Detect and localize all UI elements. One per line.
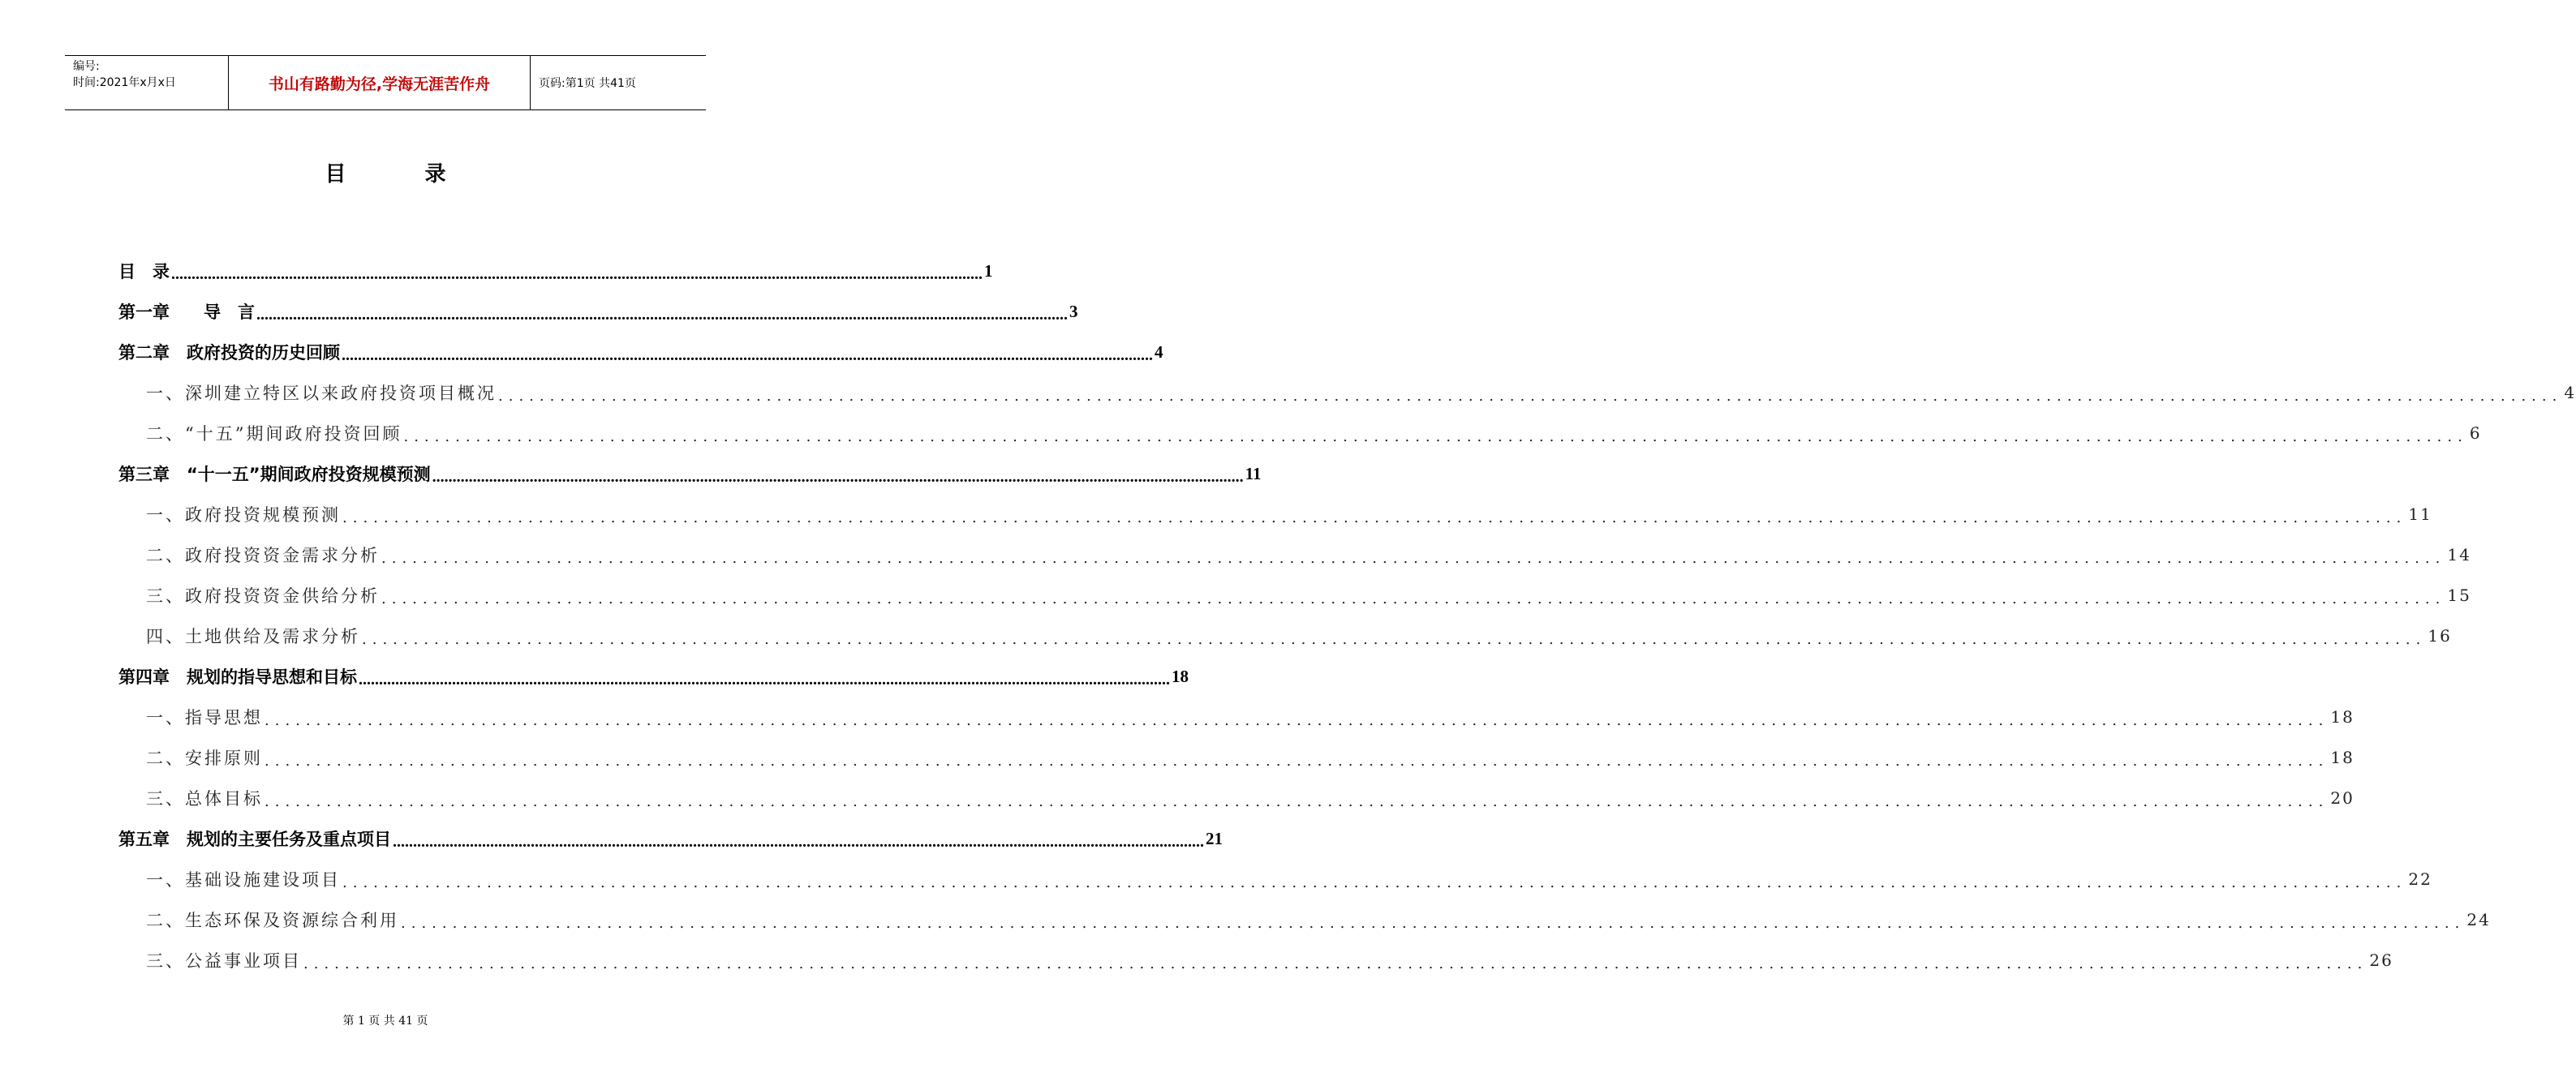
toc-entry-text: 二、生态环保及资源综合利用: [146, 911, 399, 930]
toc-entry-text: 第四章 规划的指导思想和目标: [118, 667, 357, 687]
toc-entry-page: 24: [2466, 910, 2491, 929]
toc-entry-page: 18: [1172, 666, 1189, 686]
toc-entry-text: 二、安排原则: [146, 749, 263, 768]
toc-leader-dots: ........................................................................................................................................................................................................: [432, 467, 1244, 486]
toc-entry-page: 1: [984, 260, 993, 281]
toc-entry-page: 14: [2447, 545, 2471, 564]
toc-entry-text: 第二章 政府投资的历史回顾: [118, 343, 340, 363]
toc-leader-dots: ........................................................................................................................................................................................................: [381, 549, 2446, 567]
toc-leader-dots: ........................................................................................................................................................................................................: [264, 711, 2329, 729]
toc-entry-section[interactable]: [118, 372, 2576, 413]
document-title: 目 录: [325, 162, 482, 187]
toc-entry-section[interactable]: [118, 697, 2355, 737]
toc-entry-page: 15: [2447, 586, 2471, 605]
toc-leader-dots: ........................................................................................................................................................................................................: [303, 955, 2368, 972]
toc-leader-dots: ........................................................................................................................................................................................................: [381, 590, 2446, 607]
toc-entry-page: 16: [2428, 626, 2452, 646]
number-label: 编号:: [73, 60, 100, 73]
toc-entry-chapter[interactable]: [118, 818, 1223, 859]
toc-entry-text: 三、总体目标: [146, 789, 263, 809]
toc-entry-text: 一、政府投资规模预测: [146, 505, 341, 525]
toc-leader-dots: ........................................................................................................................................................................................................: [342, 873, 2407, 891]
toc-entry-page: 3: [1069, 301, 1078, 321]
toc-entry-section[interactable]: [118, 778, 2355, 818]
header-motto: 书山有路勤为径,学海无涯苦作舟: [229, 56, 531, 109]
toc-entry-section[interactable]: [118, 859, 2432, 899]
toc-leader-dots: ........................................................................................................................................................................................................: [362, 630, 2427, 648]
toc-entry-text: 三、公益事业项目: [146, 951, 302, 971]
toc-entry-text: 第五章 规划的主要任务及重点项目: [118, 830, 391, 849]
toc-entry-text: 目 录: [118, 262, 170, 281]
toc-entry-text: 四、土地供给及需求分析: [146, 627, 360, 646]
toc-leader-dots: ........................................................................................................................................................................................................: [401, 914, 2466, 932]
toc-entry-chapter[interactable]: [118, 332, 1163, 372]
toc-entry-section[interactable]: [118, 737, 2355, 778]
toc-entry-page: 21: [1206, 828, 1223, 848]
toc-entry-section[interactable]: [118, 494, 2432, 534]
toc-entry-text: 三、政府投资资金供给分析: [146, 586, 380, 606]
toc-entry-text: 一、指导思想: [146, 708, 263, 727]
toc-entry-section[interactable]: [118, 534, 2471, 575]
toc-entry-section[interactable]: [118, 899, 2491, 940]
toc-leader-dots: ........................................................................................................................................................................................................: [171, 264, 983, 283]
toc-leader-dots: ........................................................................................................................................................................................................: [403, 427, 2468, 445]
toc-entry-section[interactable]: [118, 413, 2482, 453]
toc-entry-text: 一、基础设施建设项目: [146, 870, 341, 890]
toc-leader-dots: ........................................................................................................................................................................................................: [393, 832, 1204, 851]
toc-entry-page: 6: [2469, 423, 2482, 443]
toc-entry-section[interactable]: [118, 616, 2452, 656]
toc-leader-dots: ........................................................................................................................................................................................................: [264, 752, 2329, 770]
toc-entry-page: 22: [2408, 869, 2432, 889]
toc-entry-chapter[interactable]: [118, 291, 1078, 332]
time-label: 时间:2021年x月x日: [73, 76, 176, 89]
table-of-contents: [118, 251, 2576, 981]
toc-leader-dots: ........................................................................................................................................................................................................: [342, 345, 1153, 364]
header-meta: [65, 56, 229, 109]
toc-entry-page: 18: [2330, 748, 2355, 767]
toc-entry-text: 一、深圳建立特区以来政府投资项目概况: [146, 384, 497, 403]
toc-entry-page: 18: [2330, 707, 2355, 727]
header-page-info: 页码:第1页 共41页: [539, 77, 636, 90]
toc-leader-dots: ........................................................................................................................................................................................................: [498, 387, 2563, 405]
toc-entry-page: 11: [1245, 463, 1262, 483]
toc-entry-chapter[interactable]: [118, 251, 993, 291]
toc-entry-page: 4: [1155, 341, 1163, 362]
toc-entry-section[interactable]: [118, 575, 2471, 616]
toc-entry-page: 26: [2369, 951, 2393, 970]
toc-entry-page: 11: [2408, 504, 2432, 524]
toc-entry-chapter[interactable]: [118, 656, 1189, 697]
toc-entry-section[interactable]: [118, 940, 2393, 981]
toc-entry-text: 二、“十五”期间政府投资回顾: [146, 424, 402, 444]
toc-leader-dots: ........................................................................................................................................................................................................: [264, 792, 2329, 810]
toc-leader-dots: ........................................................................................................................................................................................................: [342, 509, 2407, 526]
toc-leader-dots: ........................................................................................................................................................................................................: [256, 305, 1068, 324]
toc-entry-chapter[interactable]: [118, 453, 1262, 494]
document-header: [65, 55, 706, 110]
toc-entry-text: 第三章 “十一五”期间政府投资规模预测: [118, 465, 431, 484]
toc-entry-text: 二、政府投资资金需求分析: [146, 546, 380, 565]
toc-leader-dots: ........................................................................................................................................................................................................: [359, 670, 1170, 689]
toc-entry-page: 4: [2564, 383, 2576, 402]
page-footer: 第 1 页 共 41 页: [342, 1015, 428, 1028]
toc-entry-text: 第一章 导 言: [118, 303, 255, 322]
toc-entry-page: 20: [2330, 788, 2355, 808]
